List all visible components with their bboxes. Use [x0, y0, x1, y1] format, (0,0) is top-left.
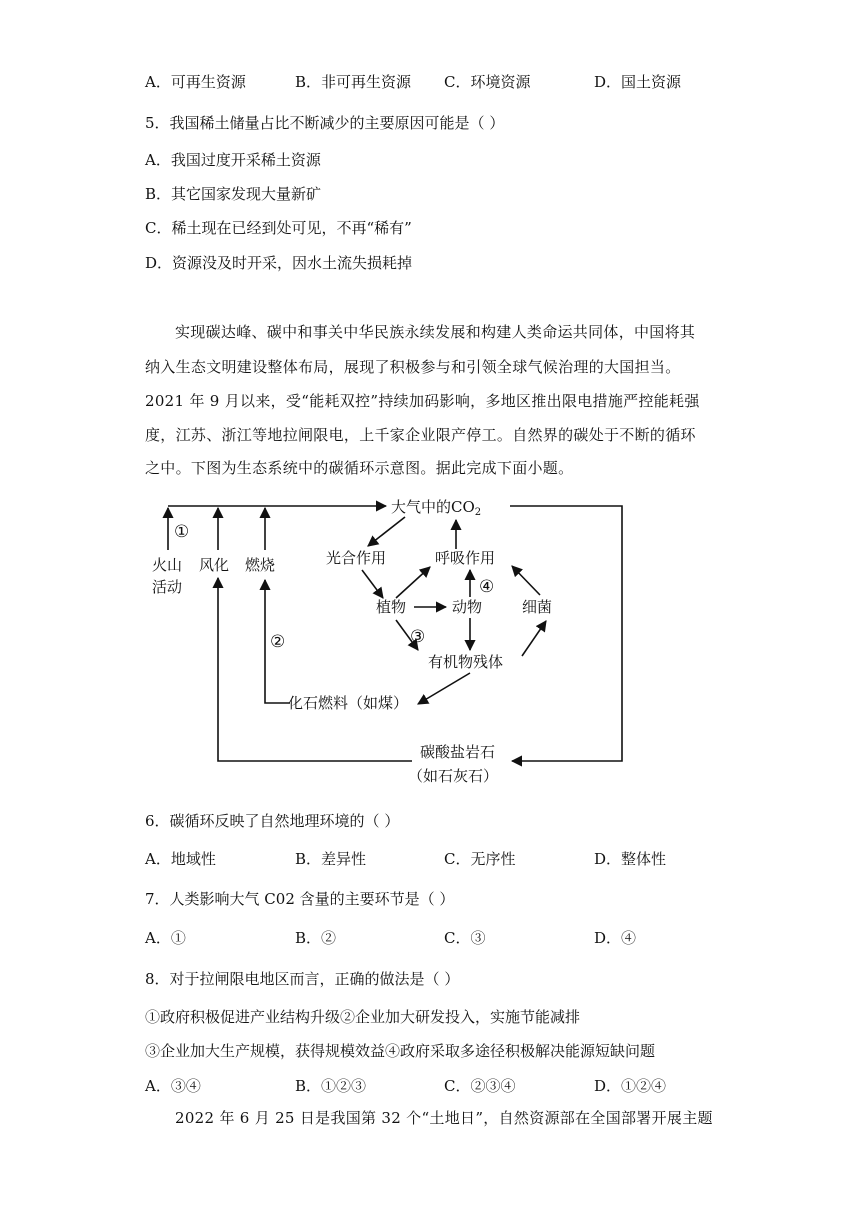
q7-option-a[interactable]: A．①: [145, 929, 186, 947]
q5-option-d[interactable]: D．资源没及时开采，因水土流失损耗掉: [145, 254, 413, 272]
passage-line-4: 度，江苏、浙江等地拉闸限电，上千家企业限产停工。自然界的碳处于不断的循环: [145, 426, 696, 444]
label-weathering: 风化: [199, 556, 230, 574]
label-carbonate-rock-example: （如石灰石）: [408, 767, 499, 785]
label-combustion: 燃烧: [245, 556, 276, 574]
q6-option-c[interactable]: C．无序性: [444, 850, 516, 868]
arrow-plants-to-respiration: [396, 567, 430, 598]
q6-option-d[interactable]: D．整体性: [594, 850, 667, 868]
arrow-remains-to-fossil: [418, 673, 470, 704]
label-volcano-activity: 活动: [152, 578, 183, 596]
label-bacteria: 细菌: [522, 598, 553, 616]
q8-option-c[interactable]: C．②③④: [444, 1077, 516, 1095]
q8-statement-line-2: ③企业加大生产规模，获得规模效益④政府采取多途径积极解决能源短缺问题: [145, 1042, 656, 1060]
label-photosynthesis: 光合作用: [326, 549, 387, 567]
q5-stem: 5．我国稀土储量占比不断减少的主要原因可能是（ ）: [145, 114, 505, 132]
q7-option-d[interactable]: D．④: [594, 929, 637, 947]
label-carbonate-rock: 碳酸盐岩石: [420, 743, 496, 761]
next-passage-line-1: 2022 年 6 月 25 日是我国第 32 个“土地日”，自然资源部在全国部署开展主题: [175, 1109, 713, 1127]
passage-line-5: 之中。下图为生态系统中的碳循环示意图。据此完成下面小题。: [145, 459, 574, 477]
q6-option-a[interactable]: A．地域性: [145, 850, 216, 868]
arrow-co2-to-carbonate: [510, 506, 622, 761]
q5-option-a[interactable]: A．我国过度开采稀土资源: [145, 151, 321, 169]
q8-statement-line-1: ①政府积极促进产业结构升级②企业加大研发投入，实施节能减排: [145, 1008, 581, 1026]
q4-option-d[interactable]: D．国土资源: [594, 73, 682, 91]
q7-option-c[interactable]: C．③: [444, 929, 486, 947]
mark-4: ④: [479, 577, 495, 597]
q8-option-a[interactable]: A．③④: [145, 1077, 201, 1095]
arrow-bacteria-to-respiration: [512, 566, 540, 595]
q8-stem: 8．对于拉闸限电地区而言，正确的做法是（ ）: [145, 970, 460, 988]
q6-option-b[interactable]: B．差异性: [295, 850, 367, 868]
mark-1: ①: [174, 522, 190, 542]
q4-option-b[interactable]: B．非可再生资源: [295, 73, 412, 91]
mark-2: ②: [270, 632, 286, 652]
arrow-co2-to-photosynthesis: [368, 517, 405, 546]
passage-line-1: 实现碳达峰、碳中和事关中华民族永续发展和构建人类命运共同体，中国将其: [175, 323, 696, 341]
arrow-remains-to-bacteria: [522, 621, 546, 656]
q5-option-c[interactable]: C．稀土现在已经到处可见，不再“稀有”: [145, 219, 412, 237]
q5-option-b[interactable]: B．其它国家发现大量新矿: [145, 185, 322, 203]
q8-option-d[interactable]: D．①②④: [594, 1077, 667, 1095]
q6-stem: 6．碳循环反映了自然地理环境的（ ）: [145, 812, 400, 830]
mark-3: ③: [410, 627, 426, 647]
label-fossil-fuel: 化石燃料（如煤）: [288, 694, 409, 712]
label-atmosphere-co2: 大气中的$CO_2$: [391, 498, 482, 518]
q4-option-c[interactable]: C．环境资源: [444, 73, 531, 91]
label-respiration: 呼吸作用: [435, 549, 496, 567]
q7-option-b[interactable]: B．②: [295, 929, 337, 947]
q7-stem: 7．人类影响大气 C02 含量的主要环节是（ ）: [145, 890, 455, 908]
q8-option-b[interactable]: B．①②③: [295, 1077, 367, 1095]
label-volcano: 火山: [152, 556, 183, 574]
q4-option-a[interactable]: A．可再生资源: [145, 73, 246, 91]
label-animals: 动物: [452, 598, 483, 616]
label-plants: 植物: [376, 598, 407, 616]
label-organic-remains: 有机物残体: [428, 653, 504, 671]
arrow-photosynthesis-to-plants: [362, 570, 383, 598]
passage-line-3: 2021 年 9 月以来，受“能耗双控”持续加码影响，多地区推出限电措施严控能耗强: [145, 392, 700, 410]
passage-line-2: 纳入生态文明建设整体布局，展现了积极参与和引领全球气候治理的大国担当。: [145, 358, 681, 376]
